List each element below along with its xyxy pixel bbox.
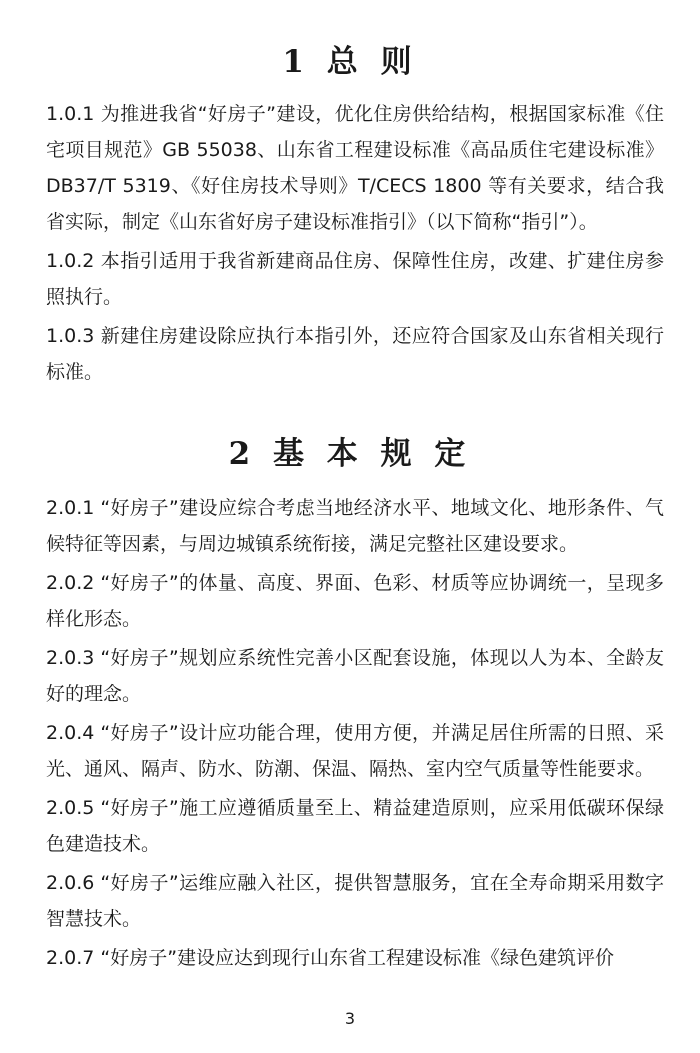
clause-number: 2.0.5	[46, 797, 95, 819]
clause-1-0-1	[46, 96, 664, 240]
clause-number: 2.0.2	[46, 572, 95, 594]
chapter-2-clauses	[46, 490, 664, 979]
clause-text: “好房子”建设应达到现行山东省工程建设标准《绿色建筑评价	[100, 947, 615, 969]
clause-2-0-2	[46, 565, 664, 637]
clause-number: 2.0.3	[46, 647, 95, 669]
clause-text: “好房子”运维应融入社区，提供智慧服务，宜在全寿命期采用数字智慧技术。	[46, 872, 664, 930]
clause-2-0-1	[46, 490, 664, 562]
clause-number: 1.0.2	[46, 250, 95, 272]
clause-text: 为推进我省“好房子”建设，优化住房供给结构，根据国家标准《住宅项目规范》GB 55038、山东省工程建设标准《高品质住宅建设标准》DB37/T 5319、《好住房技术导则》T/CECS 1800 等有关要求，结合我省实际，制定《山东省好房子建设标准指引》（以下简称“指引”）。	[46, 103, 664, 233]
chapter-2-title: 2 基 本 规 定	[228, 436, 472, 472]
clause-text: “好房子”施工应遵循质量至上、精益建造原则，应采用低碳环保绿色建造技术。	[46, 797, 664, 855]
chapter-1-clauses	[46, 96, 664, 393]
page-number: 3	[344, 1009, 356, 1028]
clause-number: 2.0.7	[46, 947, 95, 969]
clause-text: 本指引适用于我省新建商品住房、保障性住房，改建、扩建住房参照执行。	[46, 250, 664, 308]
clause-text: “好房子”的体量、高度、界面、色彩、材质等应协调统一，呈现多样化形态。	[46, 572, 664, 630]
clause-text: “好房子”建设应综合考虑当地经济水平、地域文化、地形条件、气候特征等因素，与周边城镇系统衔接，满足完整社区建设要求。	[46, 497, 664, 555]
clause-2-0-5	[46, 790, 664, 862]
clause-2-0-7	[46, 940, 664, 976]
clause-number: 1.0.3	[46, 325, 95, 347]
clause-1-0-3	[46, 318, 664, 390]
clause-number: 1.0.1	[46, 103, 95, 125]
clause-2-0-6	[46, 865, 664, 937]
clause-1-0-2	[46, 243, 664, 315]
chapter-1-title: 1 总 则	[282, 44, 418, 80]
clause-2-0-3	[46, 640, 664, 712]
clause-text: “好房子”设计应功能合理，使用方便，并满足居住所需的日照、采光、通风、隔声、防水、防潮、保温、隔热、室内空气质量等性能要求。	[46, 722, 664, 780]
clause-number: 2.0.4	[46, 722, 95, 744]
clause-text: “好房子”规划应系统性完善小区配套设施，体现以人为本、全龄友好的理念。	[46, 647, 664, 705]
clause-number: 2.0.1	[46, 497, 95, 519]
clause-number: 2.0.6	[46, 872, 95, 894]
clause-text: 新建住房建设除应执行本指引外，还应符合国家及山东省相关现行标准。	[46, 325, 664, 383]
clause-2-0-4	[46, 715, 664, 787]
